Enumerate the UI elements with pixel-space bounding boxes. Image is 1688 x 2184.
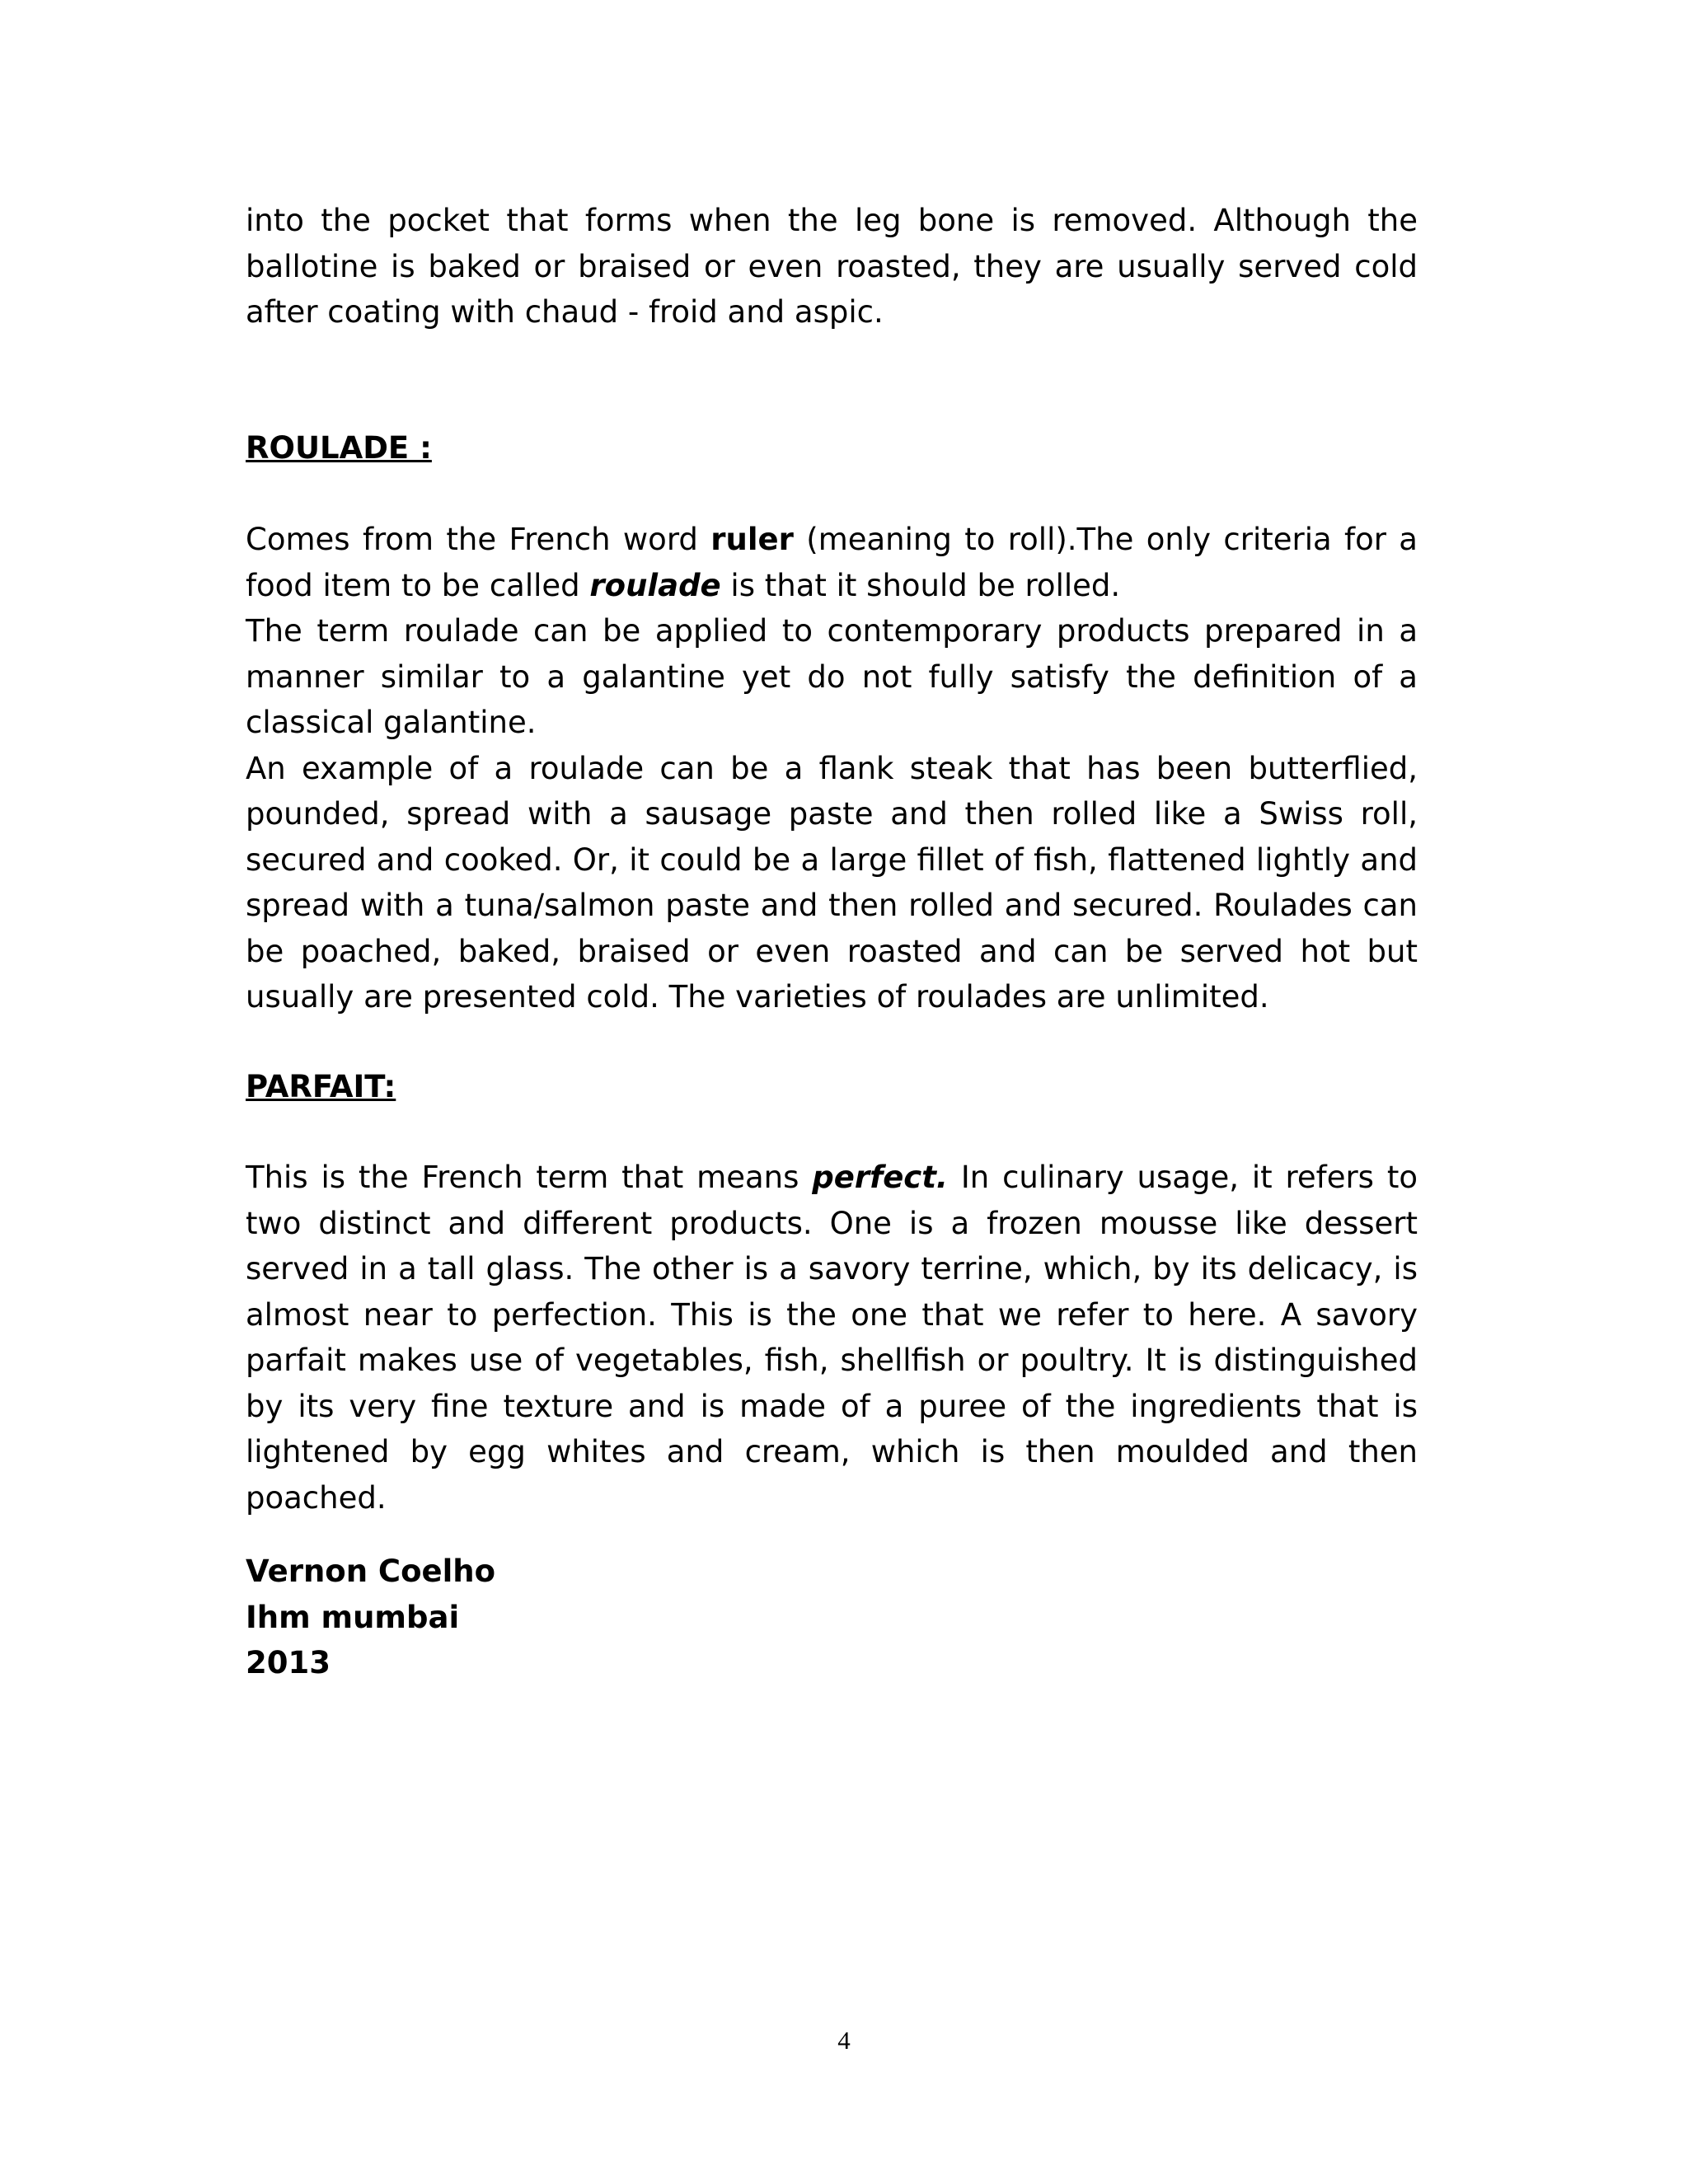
parfait-text-before: This is the French term that means [246,1160,813,1195]
roulade-paragraph-2: The term roulade can be applied to contemporary products prepared in a manner similar to a galantine yet do not fully satisfy the definition of a classical galantine. [246,613,1418,740]
author-institution: Ihm mumbai [246,1599,460,1635]
author-year: 2013 [246,1645,331,1680]
intro-paragraph: into the pocket that forms when the leg bone is removed. Although the ballotine is baked or braised or even roasted, they are usually served cold after coating with chaud - froid and aspic. [246,203,1418,330]
page-number: 4 [837,2026,851,2055]
parfait-paragraph [246,1155,1418,1521]
roulade-p1-text-before: Comes from the French word [246,522,711,557]
roulade-heading: ROULADE : [246,430,432,466]
roulade-term-roulade: roulade [589,567,721,603]
parfait-heading: PARFAIT: [246,1069,396,1104]
roulade-paragraph-1 [246,517,1418,608]
roulade-p1-text-middle: (meaning to roll).The only criteria for a food item to be called [246,522,1418,603]
parfait-term-perfect: perfect. [812,1160,948,1195]
signature-block [246,1549,495,1686]
roulade-p1-text-after: is that it should be rolled. [720,567,1121,603]
parfait-text-after: In culinary usage, it refers to two distinct and different products. One is a frozen mousse like dessert served in a tall glass. The other is a savory terrine, which, by its delicacy, is almost near to perfection. This is the one that we refer to here. A savory parfait makes use of vegetables, fish, shellfish or poultry. It is distinguished by its very fine texture and is made of a puree of the ingredients that is lightened by egg whites and cream, which is then moulded and then poached. [246,1160,1418,1516]
roulade-paragraph-3: An example of a roulade can be a flank steak that has been butterflied, pounded, spread with a sausage paste and then rolled like a Swiss roll, secured and cooked. Or, it could be a large fillet of fish, flattened lightly and spread with a tuna/salmon paste and then rolled and secured. Roulades can be poached, baked, braised or even roasted and can be served hot but usually are presented cold. The varieties of roulades are unlimited. [246,750,1418,1015]
roulade-section-body [246,517,1418,1020]
roulade-term-ruler: ruler [710,522,794,557]
author-name: Vernon Coelho [246,1554,496,1589]
